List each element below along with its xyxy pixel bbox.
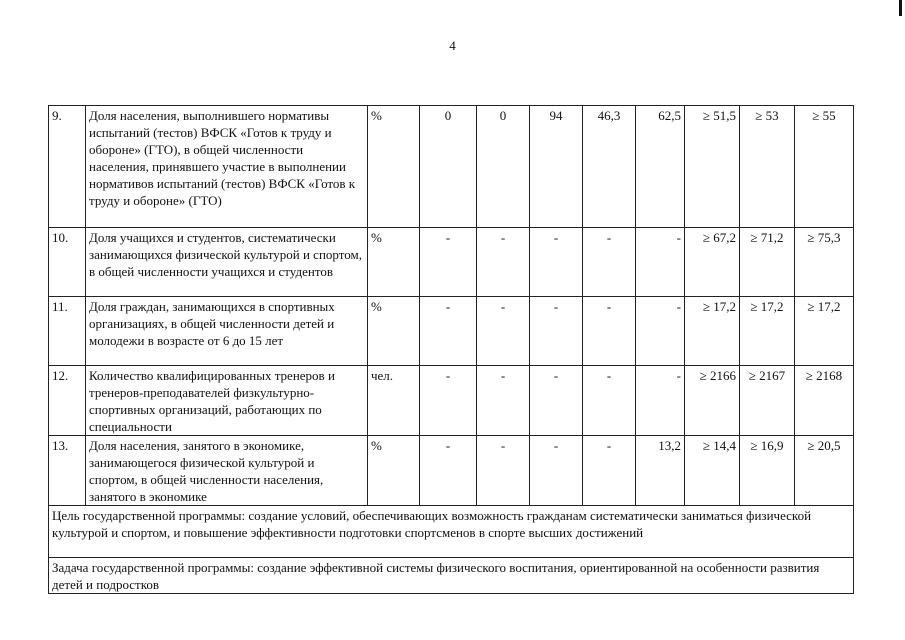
program-task-text: Задача государственной программы: создание эффективной системы физического воспитания, ориентированной на особенности развития детей и подростков <box>49 558 854 594</box>
value-cell: - <box>583 297 636 366</box>
row-number: 12. <box>49 366 86 436</box>
value-cell: - <box>530 297 583 366</box>
value-cell: ≥ 71,2 <box>740 228 795 297</box>
value-cell: 0 <box>477 106 530 228</box>
scan-edge-mark <box>899 0 902 16</box>
value-cell: ≥ 2168 <box>795 366 854 436</box>
value-cell: 62,5 <box>636 106 685 228</box>
value-cell: ≥ 75,3 <box>795 228 854 297</box>
value-cell: ≥ 51,5 <box>685 106 740 228</box>
value-cell: - <box>636 297 685 366</box>
value-cell: - <box>583 228 636 297</box>
table-row <box>49 106 854 228</box>
value-cell: ≥ 16,9 <box>740 436 795 506</box>
table-row <box>49 436 854 506</box>
value-cell: - <box>530 366 583 436</box>
value-cell: 13,2 <box>636 436 685 506</box>
value-cell: - <box>420 297 477 366</box>
unit-cell: % <box>368 297 420 366</box>
value-cell: ≥ 20,5 <box>795 436 854 506</box>
goal-row <box>49 506 854 558</box>
value-cell: ≥ 17,2 <box>740 297 795 366</box>
task-row <box>49 558 854 594</box>
table-row <box>49 297 854 366</box>
value-cell: - <box>477 366 530 436</box>
indicator-name: Доля населения, выполнившего нормативы испытаний (тестов) ВФСК «Готов к труду и обороне» (ГТО), в общей численности населения, принявшего участие в выполнении нормативов испытаний (тестов) ВФСК «Готов к труду и обороне» (ГТО) <box>86 106 368 228</box>
value-cell: ≥ 14,4 <box>685 436 740 506</box>
value-cell: - <box>636 366 685 436</box>
page-number: 4 <box>449 38 456 53</box>
value-cell: ≥ 67,2 <box>685 228 740 297</box>
value-cell: 46,3 <box>583 106 636 228</box>
value-cell: ≥ 53 <box>740 106 795 228</box>
value-cell: - <box>583 366 636 436</box>
value-cell: - <box>530 228 583 297</box>
value-cell: - <box>477 297 530 366</box>
program-goal-text: Цель государственной программы: создание условий, обеспечивающих возможность гражданам систематически заниматься физической культурой и спортом, и повышение эффективности подготовки спортсменов в спорте высших достижений <box>49 506 854 558</box>
unit-cell: % <box>368 228 420 297</box>
unit-cell: % <box>368 436 420 506</box>
value-cell: - <box>420 366 477 436</box>
table-row <box>49 228 854 297</box>
row-number: 11. <box>49 297 86 366</box>
indicator-name: Количество квалифицированных тренеров и тренеров-преподавателей физкультурно-спортивных организаций, работающих по специальности <box>86 366 368 436</box>
value-cell: 94 <box>530 106 583 228</box>
value-cell: ≥ 2167 <box>740 366 795 436</box>
unit-cell: чел. <box>368 366 420 436</box>
value-cell: - <box>530 436 583 506</box>
table-row <box>49 366 854 436</box>
indicators-table <box>48 105 854 594</box>
indicator-name: Доля граждан, занимающихся в спортивных организациях, в общей численности детей и молодежи в возрасте от 6 до 15 лет <box>86 297 368 366</box>
row-number: 13. <box>49 436 86 506</box>
value-cell: - <box>583 436 636 506</box>
value-cell: - <box>636 228 685 297</box>
value-cell: ≥ 55 <box>795 106 854 228</box>
row-number: 9. <box>49 106 86 228</box>
value-cell: - <box>420 436 477 506</box>
unit-cell: % <box>368 106 420 228</box>
value-cell: 0 <box>420 106 477 228</box>
value-cell: - <box>477 436 530 506</box>
value-cell: ≥ 2166 <box>685 366 740 436</box>
value-cell: ≥ 17,2 <box>795 297 854 366</box>
indicator-name: Доля учащихся и студентов, систематически занимающихся физической культурой и спортом, в общей численности учащихся и студентов <box>86 228 368 297</box>
value-cell: - <box>477 228 530 297</box>
value-cell: - <box>420 228 477 297</box>
indicator-name: Доля населения, занятого в экономике, занимающегося физической культурой и спортом, в общей численности населения, занятого в экономике <box>86 436 368 506</box>
row-number: 10. <box>49 228 86 297</box>
value-cell: ≥ 17,2 <box>685 297 740 366</box>
